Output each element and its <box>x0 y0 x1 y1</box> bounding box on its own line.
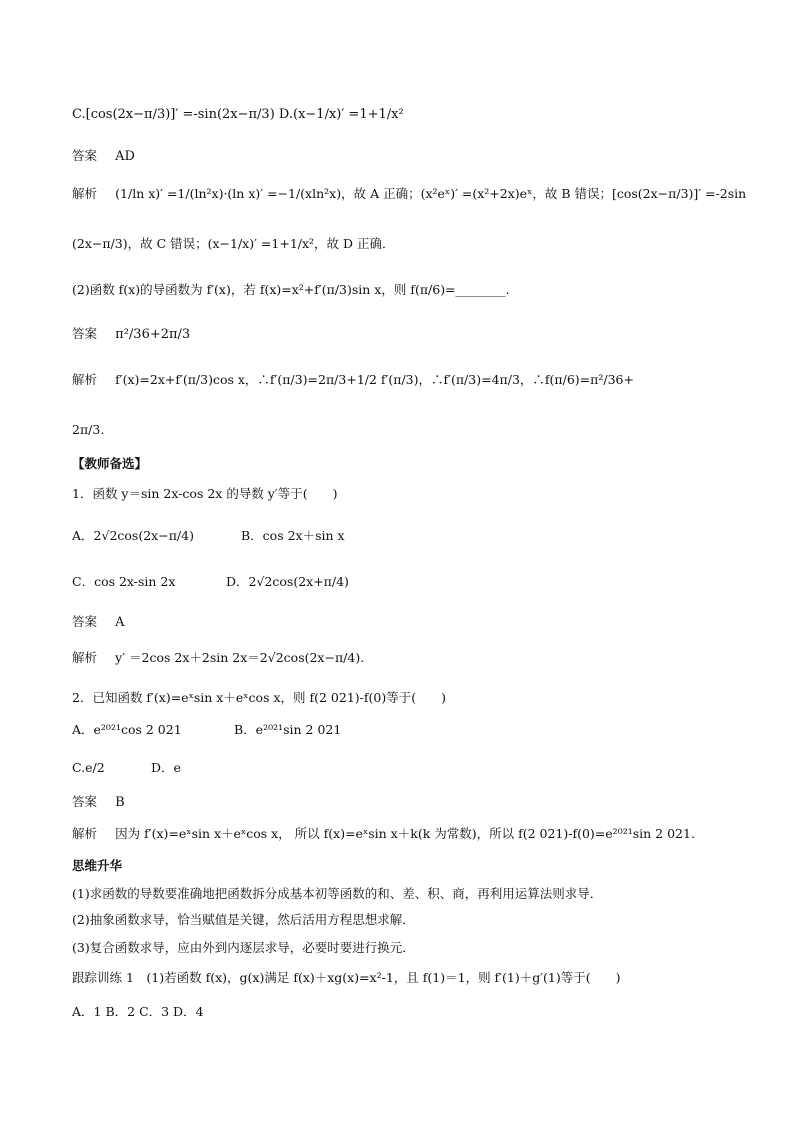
option-c: C．cos 2x-sin 2x <box>72 574 176 589</box>
question-2: (2)函数 f(x)的导函数为 f′(x)，若 f(x)=x²+f′(π/3)sin x，则 f(π/6)=________. <box>72 282 510 297</box>
teacher-solution-2 <box>72 828 695 841</box>
solution-text: y′ ＝2cos 2x＋2sin 2x＝2√2cos(2x−π/4). <box>115 650 365 665</box>
teacher-question-2-options-ab <box>72 724 341 737</box>
thinking-point-3: (3)复合函数求导，应由外到内逐层求导，必要时要进行换元． <box>72 940 415 955</box>
teacher-question-2-options-cd <box>72 762 181 775</box>
thinking-point-1: (1)求函数的导数要准确地把函数拆分成基本初等函数的和、差、积、商，再利用运算法则求导． <box>72 886 603 901</box>
option-a: A．e²⁰²¹cos 2 021 <box>72 722 182 737</box>
solution-label: 解析 <box>72 826 98 841</box>
answer-2 <box>72 328 190 341</box>
tracking-practice-options: A．1 B．2 C．3 D．4 <box>72 1004 204 1019</box>
solution-label: 解析 <box>72 186 98 201</box>
solution-label: 解析 <box>72 650 98 665</box>
teacher-question-2: 2．已知函数 f′(x)=eˣsin x＋eˣcos x，则 f(2 021)-f(0)等于( ) <box>72 690 446 705</box>
teacher-section-title: 【教师备选】 <box>72 456 148 471</box>
answer-label: 答案 <box>72 794 98 809</box>
solution-2-line-2: 2π/3. <box>72 422 105 437</box>
option-c: C.e/2 <box>72 760 105 775</box>
tracking-practice-question: 跟踪训练 1 (1)若函数 f(x)，g(x)满足 f(x)＋xg(x)=x²-1，且 f(1)＝1，则 f′(1)＋g′(1)等于( ) <box>72 970 621 985</box>
teacher-question-1-options-cd <box>72 576 349 589</box>
teacher-question-1-options-ab <box>72 530 345 543</box>
option-b: B．cos 2x＋sin x <box>240 528 345 543</box>
answer-value: π²/36+2π/3 <box>115 327 191 342</box>
solution-2-line-1 <box>72 374 634 387</box>
teacher-answer-1 <box>72 616 125 629</box>
option-a: A．2√2cos(2x−π/4) <box>72 528 194 543</box>
thinking-point-2: (2)抽象函数求导，恰当赋值是关键，然后活用方程思想求解． <box>72 912 415 927</box>
answer-label: 答案 <box>72 148 98 163</box>
solution-text: f′(x)=2x+f′(π/3)cos x，∴f′(π/3)=2π/3+1/2 f′(π/3)，∴f′(π/3)=4π/3，∴f(π/6)=π²/36+ <box>115 372 634 387</box>
answer-1 <box>72 150 135 163</box>
solution-1-line-2: (2x−π/3)，故 C 错误；(x−1/x)′ =1+1/x²，故 D 正确． <box>72 236 395 251</box>
solution-text: 因为 f′(x)=eˣsin x＋eˣcos x， 所以 f(x)=eˣsin x＋k(k 为常数)，所以 f(2 021)-f(0)=e²⁰²¹sin 2 021. <box>115 826 695 841</box>
option-d: D．e <box>150 760 181 775</box>
answer-label: 答案 <box>72 326 98 341</box>
options-c-d: C.[cos(2x−π/3)]′ =-sin(2x−π/3) D.(x−1/x)′ =1+1/x² <box>72 107 404 122</box>
option-b: B．e²⁰²¹sin 2 021 <box>233 722 342 737</box>
teacher-answer-2 <box>72 796 125 809</box>
thinking-summary-title: 思维升华 <box>72 858 123 873</box>
solution-text: (1/ln x)′ =1/(ln²x)·(ln x)′ =−1/(xln²x)，故 A 正确；(x²eˣ)′ =(x²+2x)eˣ，故 B 错误；[cos(2x−π/3)]′ =-2sin <box>115 186 747 201</box>
teacher-question-1: 1．函数 y＝sin 2x-cos 2x 的导数 y′等于( ) <box>72 486 338 501</box>
answer-label: 答案 <box>72 614 98 629</box>
solution-1-line-1 <box>72 188 746 201</box>
teacher-solution-1 <box>72 652 364 665</box>
solution-label: 解析 <box>72 372 98 387</box>
option-d: D．2√2cos(2x+π/4) <box>225 574 349 589</box>
answer-value: AD <box>115 149 135 164</box>
answer-value: A <box>115 615 125 630</box>
answer-value: B <box>115 795 125 810</box>
